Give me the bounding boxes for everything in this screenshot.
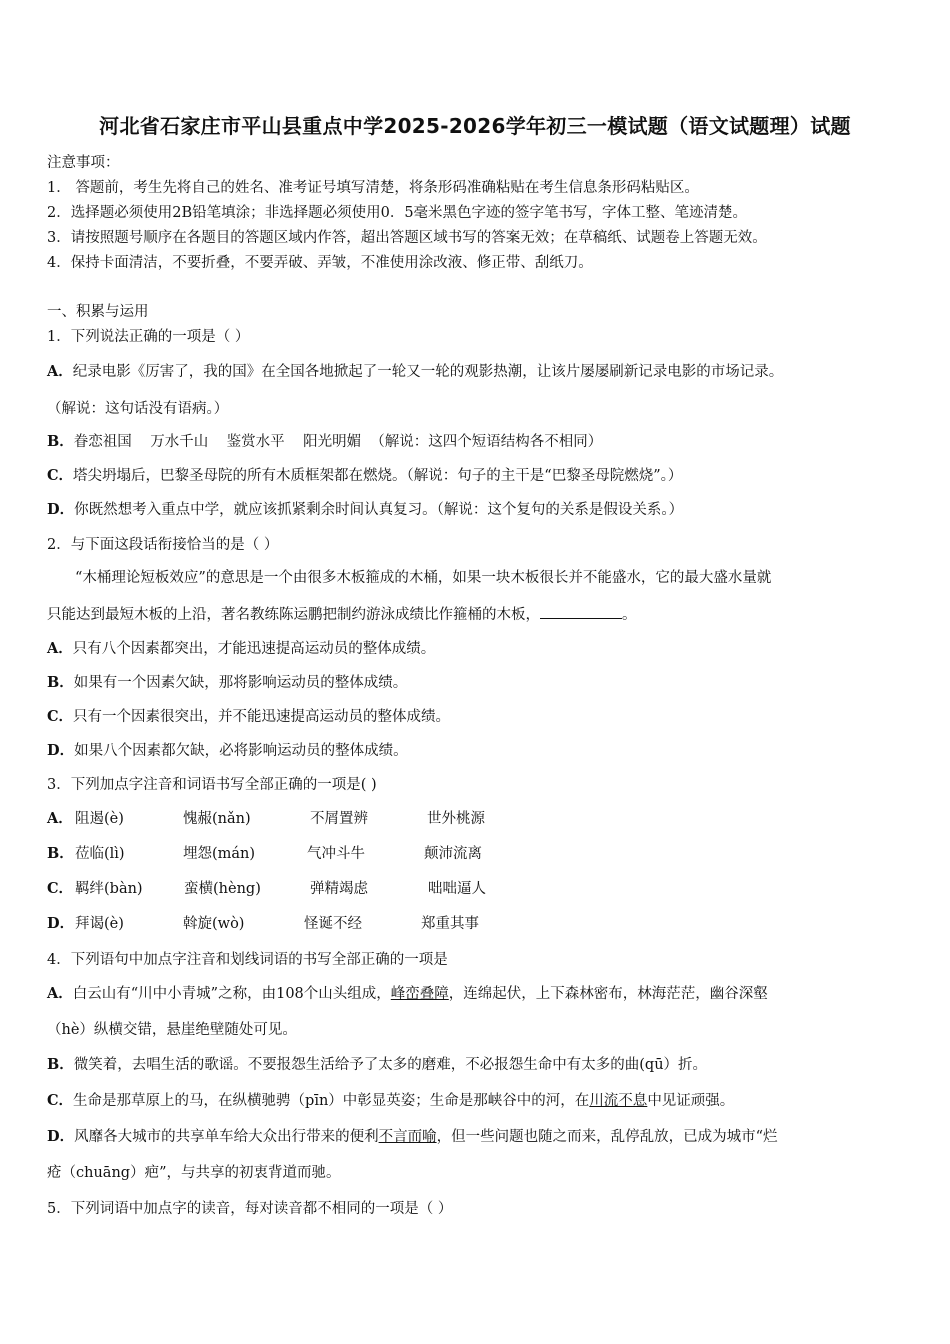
page-title: 河北省石家庄市平山县重点中学2025-2026学年初三一模试题（语文试题理）试题 [99, 114, 851, 138]
word: 莅临(lì) [75, 846, 125, 862]
option-label: D． [47, 742, 75, 759]
option-text: ，连绵起伏，上下森林密布，林海茫茫，幽谷深壑 [448, 986, 768, 1002]
passage-end: 。 [622, 607, 637, 623]
question-2-option-a [47, 639, 435, 659]
option-label: B． [47, 845, 74, 862]
word: 蛮横(hèng) [184, 881, 261, 897]
option-label: C． [47, 467, 74, 484]
option-text: 眷恋祖国 万水千山 鉴赏水平 阳光明媚 （解说：这四个短语结构各不相同） [73, 434, 603, 450]
notice-item: 2．选择题必须使用2B铅笔填涂；非选择题必须使用0．5毫米黑色字迹的签字笔书写，字体工整、笔迹清楚。 [47, 205, 748, 221]
option-label: D． [47, 915, 75, 932]
underlined-phrase: 不言而喻 [378, 1129, 437, 1145]
option-label: A． [47, 985, 73, 1002]
notice-heading: 注意事项： [47, 155, 120, 171]
option-label: C． [47, 1092, 74, 1109]
question-4-option-a [47, 984, 768, 1004]
question-1-stem: 1．下列说法正确的一项是（ ） [47, 329, 250, 345]
question-1-option-b [47, 432, 602, 452]
option-label: A． [47, 640, 73, 657]
question-2-option-b [47, 673, 407, 693]
word: 不屑置辨 [310, 811, 368, 827]
option-label: C． [47, 880, 74, 897]
question-4-option-c [47, 1091, 734, 1111]
underlined-phrase: 川流不息 [589, 1093, 648, 1109]
word: 气冲斗牛 [307, 846, 365, 862]
option-label: B． [47, 1056, 74, 1073]
question-4-option-d [47, 1127, 778, 1147]
option-text: 风靡各大城市的共享单车给大众出行带来的便利 [74, 1129, 379, 1145]
notice-item: 4．保持卡面清洁，不要折叠，不要弄破、弄皱，不准使用涂改液、修正带、刮纸刀。 [47, 255, 593, 271]
word: 羁绊(bàn) [75, 881, 143, 897]
question-1-option-a-cont: （解说：这句话没有语病。） [47, 401, 229, 417]
notice-item: 3．请按照题号顺序在各题目的答题区域内作答，超出答题区域书写的答案无效；在草稿纸、试题卷上答题无效。 [47, 230, 767, 246]
section-heading: 一、积累与运用 [47, 304, 149, 320]
underlined-phrase: 峰峦叠障 [390, 986, 449, 1002]
option-text: 如果有一个因素欠缺，那将影响运动员的整体成绩。 [73, 675, 408, 691]
question-5-stem: 5．下列词语中加点字的读音，每对读音都不相同的一项是（ ） [47, 1201, 453, 1217]
option-label: D． [47, 501, 75, 518]
word: 怪诞不经 [304, 916, 362, 932]
option-label: B． [47, 674, 74, 691]
question-4-option-a-cont: （hè）纵横交错，悬崖绝壁随处可见。 [47, 1022, 297, 1038]
option-text: 白云山有“川中小青城”之称，由108个山头组成， [72, 986, 391, 1002]
option-label: D． [47, 1128, 75, 1145]
question-3-stem: 3．下列加点字注音和词语书写全部正确的一项是( ) [47, 777, 377, 793]
word: 咄咄逼人 [428, 881, 486, 897]
word: 愧赧(nǎn) [183, 811, 251, 827]
question-1-option-d [47, 500, 683, 520]
option-text: 只有八个因素都突出，才能迅速提高运动员的整体成绩。 [72, 641, 436, 657]
option-text: 中见证顽强。 [647, 1093, 735, 1109]
question-4-option-d-cont: 疮（chuāng）疤”，与共享的初衷背道而驰。 [47, 1165, 341, 1181]
question-4-option-b [47, 1055, 707, 1075]
question-4-stem: 4．下列语句中加点字注音和划线词语的书写全部正确的一项是 [47, 952, 448, 968]
option-text: ，但一些问题也随之而来，乱停乱放，已成为城市“烂 [436, 1129, 778, 1145]
question-2-option-c [47, 707, 450, 727]
option-text: 你既然想考入重点中学，就应该抓紧剩余时间认真复习。（解说：这个复句的关系是假设关系。） [74, 502, 684, 518]
option-text: 如果八个因素都欠缺，必将影响运动员的整体成绩。 [74, 743, 408, 759]
answer-blank [540, 604, 622, 619]
question-3-option-a [47, 809, 927, 831]
word: 阻遏(è) [75, 811, 124, 827]
option-text: 微笑着，去唱生活的歌谣。不要报怨生活给予了太多的磨难，不必报怨生命中有太多的曲(qū）折。 [73, 1057, 708, 1073]
question-1-option-a [47, 362, 783, 382]
word: 拜谒(è) [75, 916, 124, 932]
option-label: A． [47, 810, 73, 827]
word: 郑重其事 [421, 916, 479, 932]
option-label: C． [47, 708, 74, 725]
option-label: B． [47, 433, 74, 450]
option-text: 纪录电影《厉害了，我的国》在全国各地掀起了一轮又一轮的观影热潮，让该片屡屡刷新记录电影的市场记录。 [72, 364, 784, 380]
option-text: 塔尖坍塌后，巴黎圣母院的所有木质框架都在燃烧。（解说：句子的主干是“巴黎圣母院燃烧”。） [73, 468, 683, 484]
question-2-passage-line: “木桶理论短板效应”的意思是一个由很多木板箍成的木桶，如果一块木板很长并不能盛水，它的最大盛水量就 [75, 570, 772, 586]
question-3-option-c [47, 879, 927, 901]
question-1-option-c [47, 466, 682, 486]
question-2-option-d [47, 741, 408, 761]
question-3-option-d [47, 914, 927, 936]
notice-item: 1． 答题前，考生先将自己的姓名、准考证号填写清楚，将条形码准确粘贴在考生信息条形码粘贴区。 [47, 180, 699, 196]
question-3-option-b [47, 844, 927, 866]
option-text: 生命是那草原上的马，在纵横驰骋（pīn）中彰显英姿；生命是那峡谷中的河，在 [73, 1093, 590, 1109]
word: 斡旋(wò) [183, 916, 245, 932]
word: 弹精竭虑 [310, 881, 368, 897]
question-2-stem: 2．与下面这段话衔接恰当的是（ ） [47, 537, 279, 553]
option-label: A． [47, 363, 73, 380]
word: 埋怨(mán) [183, 846, 256, 862]
word: 世外桃源 [427, 811, 485, 827]
option-text: 只有一个因素很突出，并不能迅速提高运动员的整体成绩。 [73, 709, 451, 725]
question-2-passage-line [47, 604, 637, 625]
passage-text: 只能达到最短木板的上沿，著名教练陈运鹏把制约游泳成绩比作箍桶的木板， [47, 607, 540, 623]
word: 颠沛流离 [424, 846, 482, 862]
